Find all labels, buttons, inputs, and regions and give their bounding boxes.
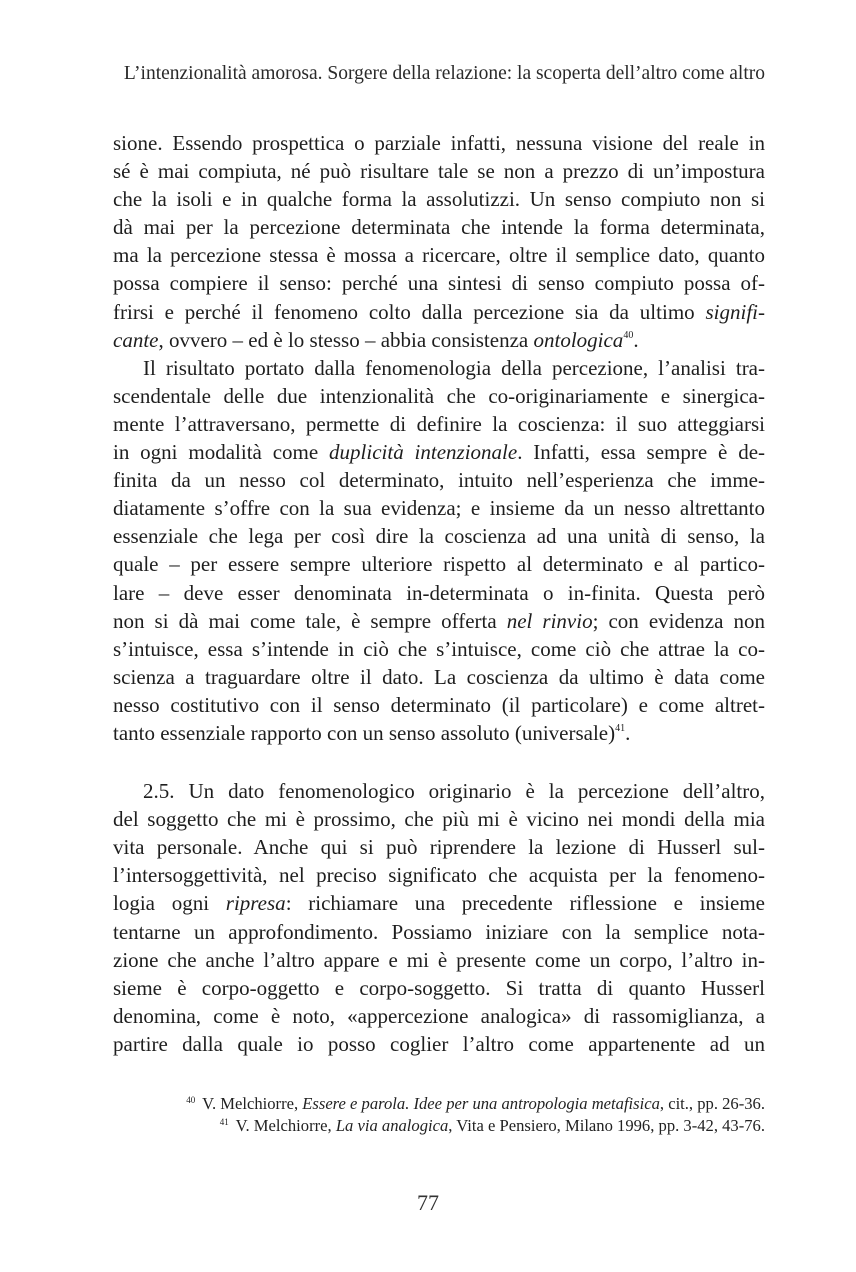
text-run: .	[633, 327, 639, 352]
italic-term: cante	[113, 327, 159, 352]
text-line: quale – per essere sempre ulteriore rispetto al determinato e al partico-	[113, 552, 765, 577]
text-line: sé è mai compiuta, né può risultare tale se non a prezzo di un’impostura	[113, 159, 765, 184]
text-line: che la isoli e in qualche forma la assolutizzi. Un senso compiuto non si	[113, 187, 765, 212]
text-run: ; con evidenza non	[592, 608, 765, 633]
footnote-details: , cit., pp. 26-36.	[659, 1094, 765, 1113]
footnote-title: La via analogica	[335, 1116, 449, 1135]
text-line: essenziale che lega per così dire la coscienza ad una unità di senso, la	[113, 524, 765, 549]
italic-term: ripresa	[225, 891, 286, 916]
text-line: ma la percezione stessa è mossa a ricercare, oltre il semplice dato, quanto	[113, 243, 765, 268]
footnote-41	[113, 1115, 765, 1137]
text-line: diatamente s’offre con la sua evidenza; e insieme da un nesso altrettanto	[113, 496, 765, 521]
text-run: tanto essenziale rapporto con un senso assoluto (universale)	[113, 720, 616, 745]
text-line	[113, 719, 765, 747]
text-run: , ovvero – ed è lo stesso – abbia consistenza	[158, 327, 534, 352]
text-run: .	[625, 720, 631, 745]
section-gap	[113, 747, 765, 777]
footnote-title: Essere e parola. Idee per una antropologia metafisica	[302, 1094, 660, 1113]
text-line: scienza a traguardare oltre il dato. La coscienza da ultimo è data come	[113, 664, 765, 689]
text-line: denomina, come è noto, «appercezione analogica» di rassomiglianza, a	[113, 1003, 765, 1028]
footnote-author: V. Melchiorre,	[198, 1094, 303, 1113]
footnote-number: 40	[186, 1095, 196, 1105]
text-line: 2.5. Un dato fenomenologico originario è la percezione dell’altro,	[143, 779, 765, 804]
text-run: : richiamare una precedente riflessione e insieme	[285, 891, 765, 916]
text-line: possa compiere il senso: perché una sintesi di senso compiuto possa of-	[113, 271, 765, 296]
text-line: vita personale. Anche qui si può riprendere la lezione di Husserl sul-	[113, 835, 765, 860]
text-line	[113, 438, 765, 466]
text-line: mente l’attraversano, permette di definire la coscienza: il suo atteggiarsi	[113, 411, 765, 436]
paragraph-1	[113, 129, 765, 354]
text-line	[113, 298, 765, 326]
text-line: dà mai per la percezione determinata che intende la forma determinata,	[113, 215, 765, 240]
text-line: sione. Essendo prospettica o parziale infatti, nessuna visione del reale in	[113, 131, 765, 155]
text-line	[113, 607, 765, 635]
text-line: s’intuisce, essa s’intende in ciò che s’intuisce, come ciò che attrae la co-	[113, 636, 765, 661]
text-run: frirsi e perché il fenomeno colto dalla percezione sia da ultimo	[113, 299, 706, 324]
text-line: scendentale delle due intenzionalità che co-originariamente e sinergica-	[113, 383, 765, 408]
text-line: zione che anche l’altro appare e mi è presente come un corpo, l’altro in-	[113, 947, 765, 972]
text-line: nesso costitutivo con il senso determinato (il particolare) e come altret-	[113, 692, 765, 717]
text-line: tentarne un approfondimento. Possiamo iniziare con la semplice nota-	[113, 919, 765, 944]
text-line: l’intersoggettività, nel preciso significato che acquista per la fenomeno-	[113, 863, 765, 888]
text-run: non si dà mai come tale, è sempre offerta	[113, 608, 507, 633]
text-line	[113, 889, 765, 917]
footnote-author: V. Melchiorre,	[231, 1116, 336, 1135]
text-run: logia ogni	[113, 891, 226, 916]
footnote-40	[113, 1093, 765, 1115]
text-line: del soggetto che mi è prossimo, che più mi è vicino nei mondi della mia	[113, 807, 765, 832]
text-line: sieme è corpo-oggetto e corpo-soggetto. Si tratta di quanto Husserl	[113, 975, 765, 1000]
footnotes	[113, 1093, 765, 1137]
text-line: partire dalla quale io posso coglier l’altro come appartenente ad un	[113, 1031, 765, 1056]
footnote-ref-40[interactable]: 40	[623, 329, 634, 341]
text-run: . Infatti, essa sempre è de-	[517, 440, 766, 465]
footnote-details: , Vita e Pensiero, Milano 1996, pp. 3-42, 43-76.	[448, 1116, 765, 1135]
text-line	[113, 326, 765, 354]
footnote-ref-41[interactable]: 41	[615, 722, 626, 734]
page-number: 77	[417, 1190, 439, 1215]
footnote-number: 41	[219, 1117, 229, 1127]
italic-term: duplicità intenzionale	[329, 440, 518, 465]
paragraph-2	[113, 354, 765, 747]
italic-term: ontologica	[533, 327, 624, 352]
italic-term: signifi-	[705, 299, 765, 324]
text-run: in ogni modalità come	[113, 440, 330, 465]
text-line: finita da un nesso col determinato, intuito nell’esperienza che imme-	[113, 468, 765, 493]
running-head: L’intenzionalità amorosa. Sorgere della relazione: la scoperta dell’altro come altro	[123, 63, 765, 84]
body-text	[113, 129, 765, 1058]
italic-term: nel rinvio	[506, 608, 593, 633]
paragraph-section-2-5	[113, 777, 765, 1058]
text-line: lare – deve esser denominata in-determinata o in-finita. Questa però	[113, 580, 765, 605]
text-line: Il risultato portato dalla fenomenologia della percezione, l’analisi tra-	[143, 355, 765, 380]
